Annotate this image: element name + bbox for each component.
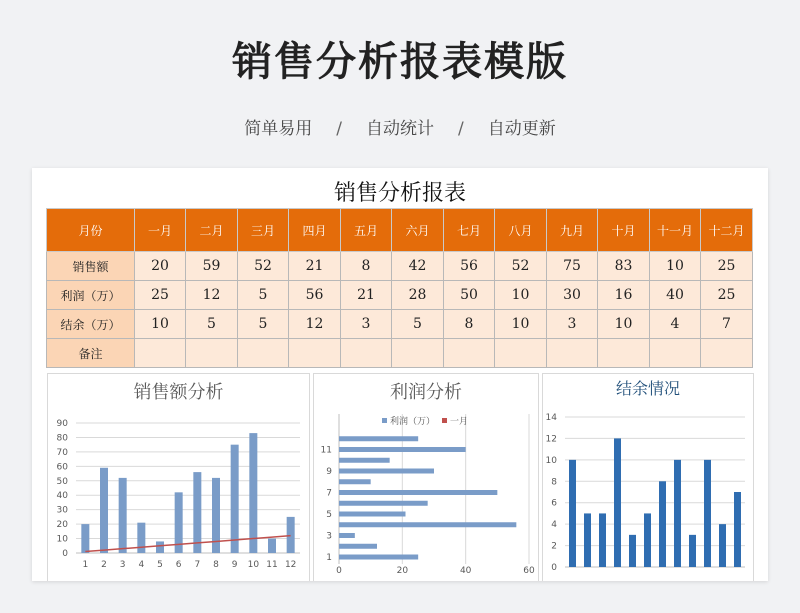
- table-cell: 56: [444, 252, 495, 281]
- y-tick-label: 7: [326, 488, 332, 499]
- table-cell: 4: [650, 310, 701, 339]
- table-cell: 21: [341, 281, 392, 310]
- bar: [287, 517, 295, 553]
- table-cell: [598, 339, 650, 368]
- table-cell: 8: [341, 252, 392, 281]
- legend-label: 一月: [450, 417, 469, 427]
- month-header-cell: 三月: [238, 209, 289, 252]
- bar: [339, 479, 371, 484]
- month-header-cell: 九月: [547, 209, 598, 252]
- y-tick-label: 2: [551, 541, 557, 552]
- x-tick-label: 5: [157, 560, 163, 570]
- table-cell: [135, 339, 186, 368]
- y-tick-label: 20: [56, 520, 68, 531]
- y-tick-label: 70: [56, 447, 68, 458]
- bar: [659, 481, 666, 567]
- month-header-cell: 八月: [495, 209, 547, 252]
- table-cell: 12: [289, 310, 341, 339]
- bar: [81, 524, 89, 553]
- y-tick-label: 50: [56, 476, 68, 487]
- x-tick-label: 20: [396, 566, 409, 576]
- table-cell: [650, 339, 701, 368]
- y-tick-label: 5: [326, 510, 332, 520]
- table-cell: 25: [135, 281, 186, 310]
- bar: [100, 468, 108, 553]
- bar: [644, 513, 651, 567]
- bar: [119, 478, 127, 553]
- table-cell: 10: [135, 310, 186, 339]
- report-title: 销售分析报表: [333, 181, 466, 206]
- table-cell: [547, 339, 598, 368]
- y-tick-label: 8: [551, 477, 557, 488]
- bar: [584, 513, 591, 567]
- y-tick-label: 80: [56, 433, 68, 444]
- table-cell: 5: [238, 310, 289, 339]
- y-tick-label: 0: [551, 563, 557, 573]
- row-label: 备注: [47, 339, 135, 368]
- sales-bar-chart: [48, 374, 309, 581]
- table-cell: 20: [135, 252, 186, 281]
- bar: [599, 513, 606, 567]
- bar: [674, 460, 681, 567]
- y-tick-label: 12: [545, 434, 557, 445]
- table-row: [47, 252, 753, 281]
- x-tick-label: 3: [119, 560, 126, 570]
- table-cell: 8: [444, 310, 495, 339]
- report-sheet: [32, 168, 768, 581]
- table-cell: 16: [598, 281, 650, 310]
- sales-chart-title: 销售额分析: [133, 382, 224, 403]
- table-cell: [238, 339, 289, 368]
- table-cell: 83: [598, 252, 650, 281]
- table-cell: [341, 339, 392, 368]
- table-cell: 56: [289, 281, 341, 310]
- profit-chart-title: 利润分析: [390, 382, 462, 403]
- bar: [249, 433, 257, 553]
- report-table: [46, 208, 753, 368]
- y-tick-label: 60: [56, 462, 68, 473]
- tag-easy: 简单易用: [244, 119, 313, 139]
- tag-separator: /: [458, 119, 464, 139]
- month-header-cell: 六月: [392, 209, 444, 252]
- x-tick-label: 4: [138, 560, 145, 570]
- table-row: [47, 310, 753, 339]
- tag-auto-stat: 自动统计: [366, 119, 434, 139]
- table-cell: 52: [495, 252, 547, 281]
- tagline: [0, 114, 800, 139]
- x-tick-label: 7: [194, 560, 201, 570]
- month-header-cell: 一月: [135, 209, 186, 252]
- x-tick-label: 10: [247, 560, 260, 570]
- table-cell: 5: [392, 310, 444, 339]
- header-row: [47, 209, 753, 252]
- bar: [339, 522, 516, 527]
- row-label: 销售额: [47, 252, 135, 281]
- y-tick-label: 10: [56, 534, 68, 545]
- legend-swatch: [382, 418, 387, 423]
- table-cell: 5: [238, 281, 289, 310]
- bar: [339, 490, 497, 495]
- legend-label: 利润（万）: [390, 417, 436, 427]
- table-row: [47, 339, 753, 368]
- month-header-cell: 四月: [289, 209, 341, 252]
- table-cell: [186, 339, 238, 368]
- table-cell: 30: [547, 281, 598, 310]
- bar: [339, 436, 418, 441]
- row-label: 结余（万）: [47, 310, 135, 339]
- table-cell: 75: [547, 252, 598, 281]
- month-header-cell: 七月: [444, 209, 495, 252]
- x-tick-label: 40: [459, 566, 472, 576]
- x-tick-label: 2: [101, 560, 107, 570]
- y-tick-label: 90: [56, 419, 68, 429]
- bar: [704, 460, 711, 567]
- table-cell: 10: [650, 252, 701, 281]
- bar: [689, 535, 696, 567]
- profit-chart-panel: [313, 373, 539, 581]
- month-header-cell: 十二月: [701, 209, 753, 252]
- table-cell: 40: [650, 281, 701, 310]
- bar: [156, 541, 164, 553]
- row-label: 利润（万）: [47, 281, 135, 310]
- balance-chart-title: 结余情况: [615, 379, 680, 398]
- bar: [629, 535, 636, 567]
- y-tick-label: 30: [56, 505, 68, 516]
- table-cell: 12: [186, 281, 238, 310]
- tag-auto-update: 自动更新: [487, 119, 556, 139]
- bar: [193, 472, 201, 553]
- x-tick-label: 12: [284, 560, 297, 570]
- bar: [231, 445, 239, 553]
- bar: [339, 555, 418, 560]
- table-cell: [289, 339, 341, 368]
- bar: [339, 512, 406, 517]
- profit-bar-chart: [314, 374, 538, 581]
- balance-bar-chart: [543, 374, 753, 581]
- y-tick-label: 11: [320, 445, 332, 456]
- table-cell: 21: [289, 252, 341, 281]
- bar: [719, 524, 726, 567]
- table-cell: 5: [186, 310, 238, 339]
- table-cell: [444, 339, 495, 368]
- x-tick-label: 8: [213, 560, 219, 570]
- table-row: [47, 281, 753, 310]
- bar: [734, 492, 741, 567]
- table-cell: 10: [495, 281, 547, 310]
- x-tick-label: 9: [231, 560, 238, 570]
- month-header-cell: 二月: [186, 209, 238, 252]
- bar: [339, 544, 377, 549]
- table-cell: [701, 339, 753, 368]
- x-tick-label: 1: [82, 560, 89, 570]
- legend-swatch: [442, 418, 447, 423]
- table-cell: 10: [598, 310, 650, 339]
- x-tick-label: 6: [175, 560, 182, 570]
- y-tick-label: 14: [545, 413, 557, 423]
- y-tick-label: 3: [326, 531, 332, 542]
- bar: [614, 438, 621, 567]
- table-cell: 42: [392, 252, 444, 281]
- y-tick-label: 6: [551, 498, 557, 509]
- y-tick-label: 40: [56, 491, 68, 502]
- series-line: [85, 536, 290, 552]
- table-cell: [495, 339, 547, 368]
- x-tick-label: 60: [523, 566, 535, 576]
- table-cell: 25: [701, 281, 753, 310]
- table-cell: 3: [341, 310, 392, 339]
- bar: [339, 469, 434, 474]
- balance-chart-panel: [542, 373, 754, 581]
- table-cell: 7: [701, 310, 753, 339]
- table-cell: 25: [701, 252, 753, 281]
- bar: [339, 501, 428, 506]
- table-cell: [392, 339, 444, 368]
- bar: [569, 460, 576, 567]
- month-header-cell: 十一月: [650, 209, 701, 252]
- bar: [339, 447, 466, 452]
- tag-separator: /: [336, 119, 342, 139]
- table-cell: 3: [547, 310, 598, 339]
- table-cell: 10: [495, 310, 547, 339]
- x-tick-label: 11: [266, 560, 278, 570]
- bar: [339, 458, 390, 463]
- y-tick-label: 9: [326, 467, 332, 477]
- month-header-cell: 十月: [598, 209, 650, 252]
- y-tick-label: 10: [545, 455, 557, 466]
- month-header-cell: 五月: [341, 209, 392, 252]
- table-cell: 52: [238, 252, 289, 281]
- y-tick-label: 4: [551, 520, 557, 531]
- x-tick-label: 0: [336, 566, 342, 576]
- bar: [268, 539, 276, 553]
- y-tick-label: 1: [326, 553, 332, 563]
- bar: [339, 533, 355, 538]
- y-tick-label: 0: [62, 549, 68, 559]
- table-cell: 59: [186, 252, 238, 281]
- table-cell: 28: [392, 281, 444, 310]
- page-title: 销售分析报表模版: [232, 39, 568, 85]
- month-header-cell: 月份: [47, 209, 135, 252]
- table-cell: 50: [444, 281, 495, 310]
- bar: [137, 523, 145, 553]
- sales-chart-panel: [47, 373, 310, 581]
